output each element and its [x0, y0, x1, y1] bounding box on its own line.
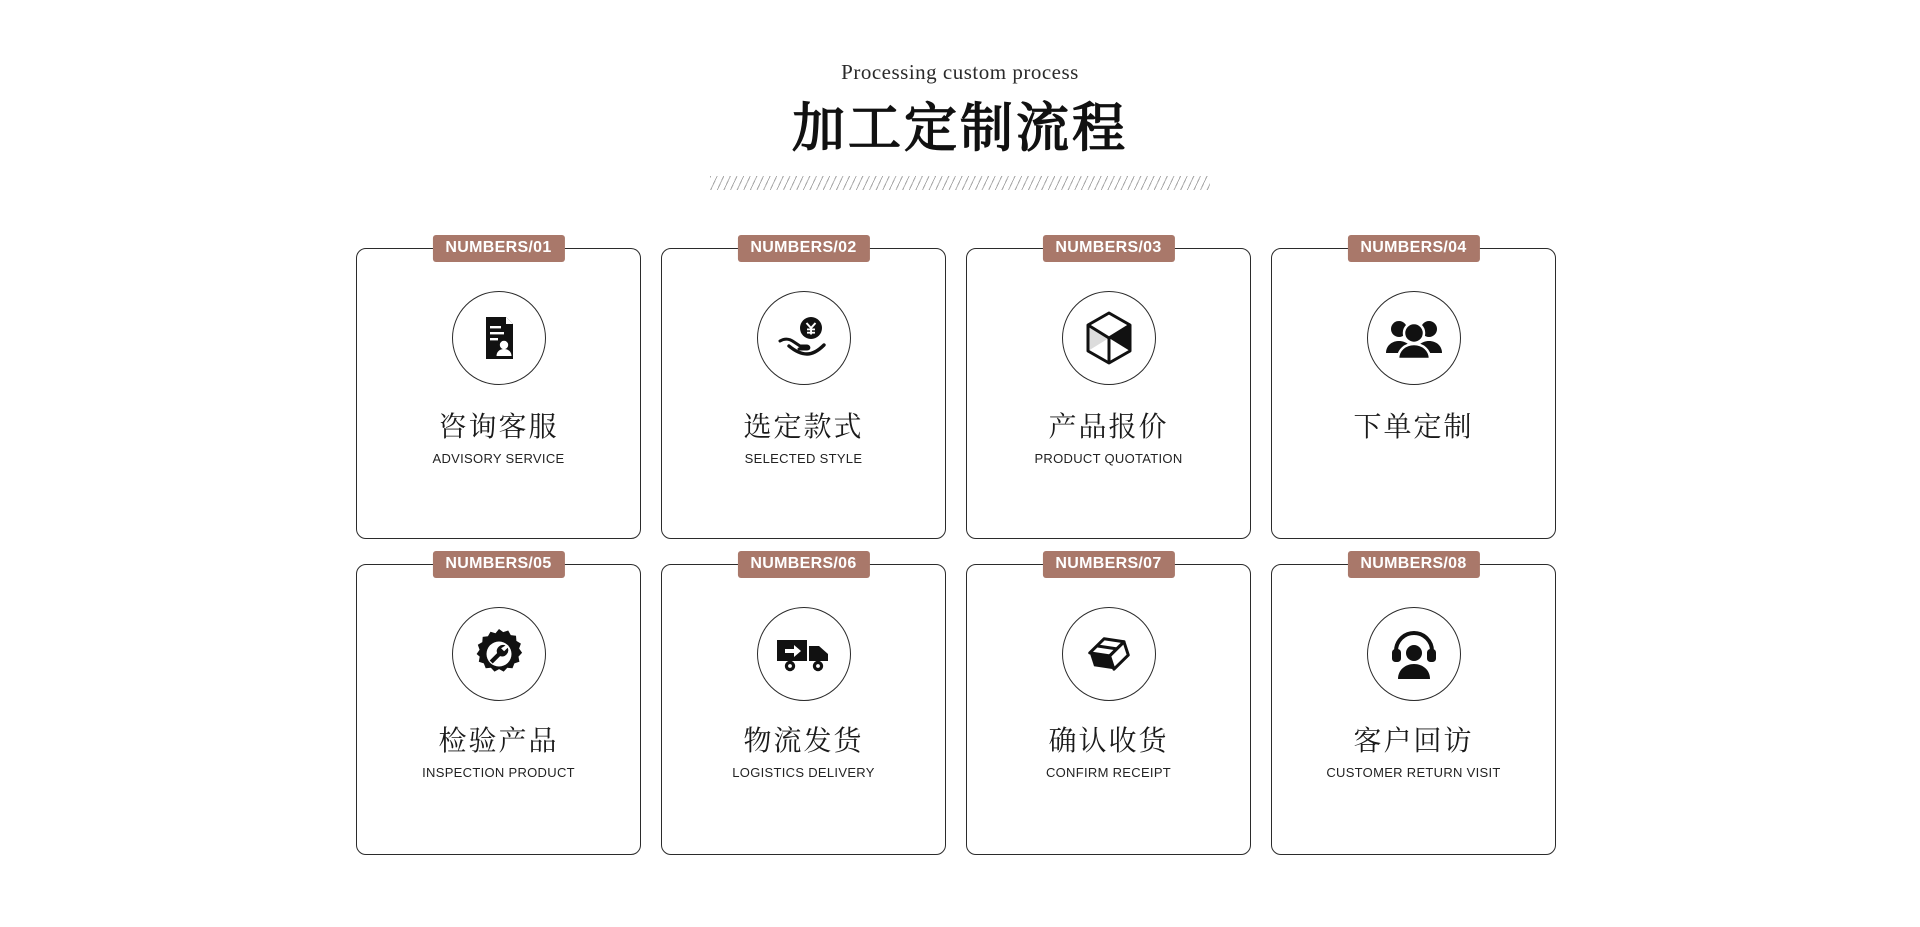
step-title-en: ADVISORY SERVICE	[432, 451, 565, 466]
step-number-badge: NUMBERS/06	[737, 551, 869, 578]
step-title-cn: 物流发货	[743, 725, 864, 756]
step-number-badge: NUMBERS/01	[432, 235, 564, 262]
page-subtitle-english: Processing custom process	[841, 60, 1079, 84]
document-person-icon	[452, 291, 546, 385]
gear-wrench-icon	[452, 607, 546, 701]
process-step-card[interactable]	[1271, 555, 1556, 855]
step-title-cn: 客户回访	[1353, 725, 1474, 756]
group-people-icon	[1367, 291, 1461, 385]
step-title-cn: 产品报价	[1048, 411, 1169, 442]
headset-support-icon	[1367, 607, 1461, 701]
step-number-badge: NUMBERS/05	[432, 551, 564, 578]
step-title-cn: 下单定制	[1353, 411, 1474, 442]
page-title: 加工定制流程	[792, 99, 1128, 158]
process-step-card[interactable]	[356, 239, 641, 539]
step-title-cn: 检验产品	[438, 725, 559, 756]
step-number-badge: NUMBERS/04	[1347, 235, 1479, 262]
step-number-badge: NUMBERS/07	[1042, 551, 1174, 578]
step-title-cn: 选定款式	[743, 411, 864, 442]
open-parcel-icon	[1062, 607, 1156, 701]
cube-box-icon	[1062, 291, 1156, 385]
step-title-en: LOGISTICS DELIVERY	[732, 765, 875, 780]
process-step-card[interactable]	[356, 555, 641, 855]
step-title-cn: 确认收货	[1048, 725, 1169, 756]
step-title-en: CUSTOMER RETURN VISIT	[1326, 765, 1501, 780]
step-number-badge: NUMBERS/08	[1347, 551, 1479, 578]
process-steps-grid	[356, 239, 1564, 855]
process-step-card[interactable]	[966, 555, 1251, 855]
step-title-en: SELECTED STYLE	[744, 451, 863, 466]
step-title-en: PRODUCT QUOTATION	[1034, 451, 1183, 466]
delivery-truck-icon	[757, 607, 851, 701]
decorative-hatch-divider	[710, 176, 1210, 190]
step-title-en: CONFIRM RECEIPT	[1045, 765, 1172, 780]
page-header	[0, 0, 1920, 190]
hand-money-icon	[757, 291, 851, 385]
process-step-card[interactable]	[1271, 239, 1556, 539]
process-step-card[interactable]	[661, 239, 946, 539]
process-step-card[interactable]	[966, 239, 1251, 539]
step-number-badge: NUMBERS/02	[737, 235, 869, 262]
step-title-cn: 咨询客服	[438, 411, 559, 442]
process-step-card[interactable]	[661, 555, 946, 855]
step-title-en: INSPECTION PRODUCT	[422, 765, 575, 780]
step-number-badge: NUMBERS/03	[1042, 235, 1174, 262]
